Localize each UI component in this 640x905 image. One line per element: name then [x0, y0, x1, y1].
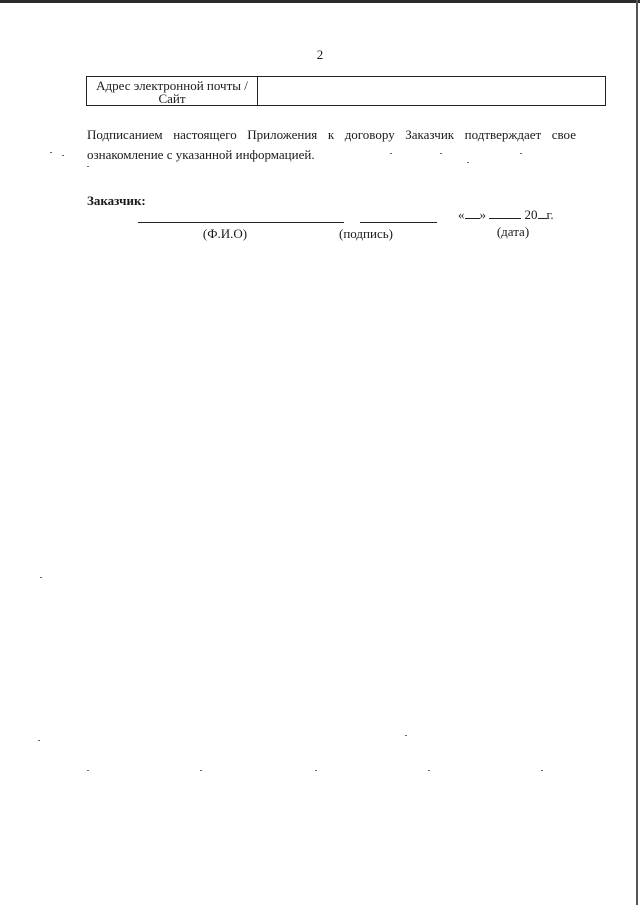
paragraph-word: Подписанием — [87, 127, 163, 142]
scan-speck — [315, 770, 317, 771]
year-blank — [538, 207, 547, 219]
month-blank — [489, 207, 521, 219]
fio-caption: (Ф.И.О) — [202, 226, 248, 241]
scan-speck — [405, 735, 407, 736]
scan-speck — [428, 770, 430, 771]
paragraph-line-2: ознакомление с указанной информацией. — [87, 147, 315, 162]
scan-speck — [541, 770, 543, 771]
scan-speck — [200, 770, 202, 771]
contact-table — [86, 76, 606, 106]
scan-speck — [87, 166, 89, 167]
paragraph-word: Приложения — [247, 127, 318, 142]
scan-edge-right — [636, 0, 638, 905]
fio-line — [138, 222, 344, 223]
paragraph-word: Заказчик — [405, 127, 455, 142]
acknowledgement-paragraph — [87, 125, 576, 165]
scan-speck — [38, 740, 40, 741]
scan-speck — [50, 152, 52, 153]
date-caption: (дата) — [496, 224, 530, 239]
paragraph-word: к — [327, 127, 335, 142]
scan-speck — [40, 577, 42, 578]
email-label-line1: Адрес электронной почты / — [96, 78, 248, 93]
scan-speck — [520, 153, 522, 154]
date-field — [458, 207, 554, 223]
signature-caption: (подпись) — [339, 226, 393, 241]
date-open-quote: « — [458, 207, 465, 222]
page-number: 2 — [316, 47, 324, 62]
date-close-quote: » — [479, 207, 486, 222]
paragraph-line-1 — [87, 125, 576, 145]
paragraph-word: подтверждает — [464, 127, 542, 142]
scan-edge-top — [0, 0, 640, 3]
scan-speck — [390, 153, 392, 154]
paragraph-word: договору — [344, 127, 395, 142]
scan-speck — [467, 162, 469, 163]
paragraph-word: настоящего — [173, 127, 237, 142]
signature-line — [360, 222, 437, 223]
year-suffix: г. — [546, 207, 554, 222]
year-prefix: 20 — [524, 207, 538, 222]
email-label-line2: Сайт — [158, 91, 186, 106]
scan-speck — [62, 155, 64, 156]
email-site-value-cell — [258, 77, 605, 105]
customer-label: Заказчик: — [87, 193, 146, 208]
scan-speck — [87, 770, 89, 771]
scan-speck — [440, 153, 442, 154]
day-blank — [465, 207, 480, 219]
email-site-label-cell — [87, 77, 258, 105]
paragraph-word: свое — [551, 127, 576, 142]
